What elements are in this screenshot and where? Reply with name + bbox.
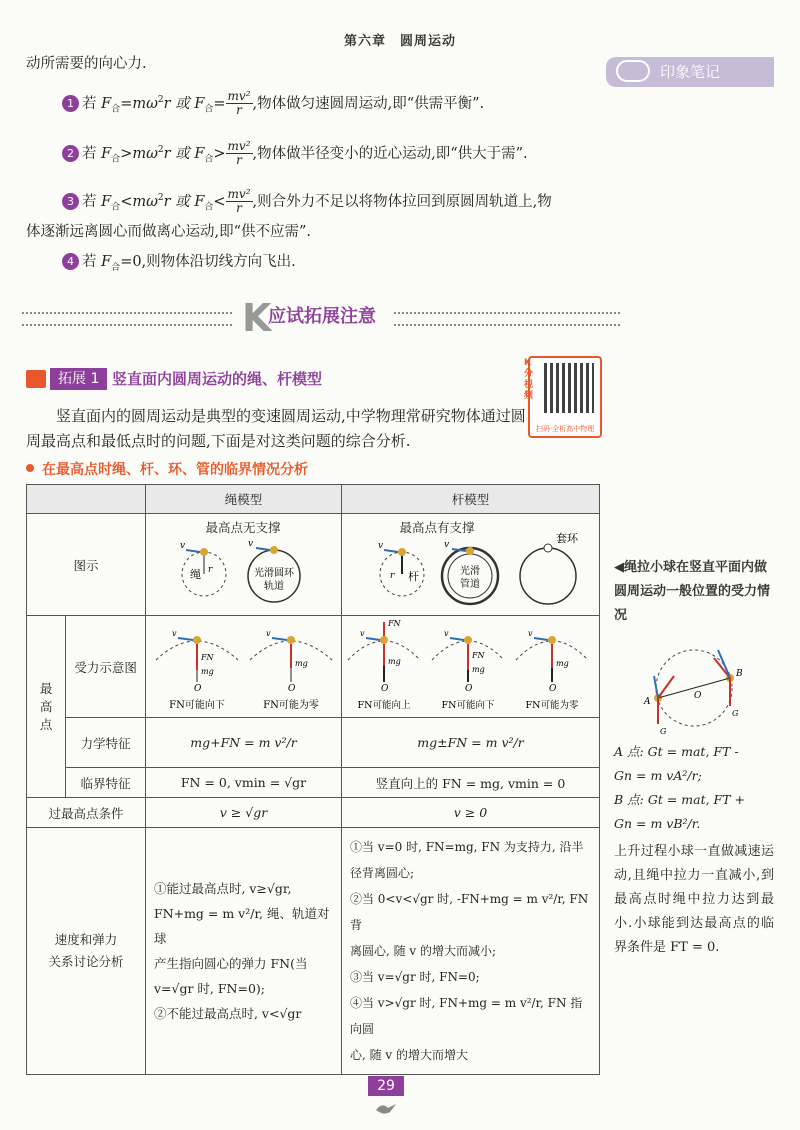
v-label: v: [179, 541, 186, 551]
radius-text: r 或: [163, 145, 195, 162]
numerator: mv²: [227, 139, 251, 154]
case-3-continued: 体逐渐远离圆心而做离心运动,即“供不应需”.: [26, 224, 312, 240]
sub-heading-text: 在最高点时绳、杆、环、管的临界情况分析: [42, 462, 308, 478]
velocity-arrow: [272, 638, 287, 640]
radius-text: r 或: [163, 95, 195, 112]
velocity-arrow: [186, 550, 200, 552]
rod-label: 杆: [407, 570, 419, 583]
rope-label: 绳: [189, 568, 201, 581]
mg-label: mg: [294, 659, 308, 668]
side-note: [614, 556, 774, 960]
case-2: [62, 138, 528, 172]
page-number: 29: [368, 1076, 404, 1096]
row-disc-label: 速度和弹力 关系讨论分析: [27, 828, 146, 1075]
force-caption-1: FN可能向下: [169, 700, 225, 711]
force-symbol: F: [101, 95, 112, 112]
denominator: r: [236, 103, 242, 118]
bullet-icon: [26, 464, 34, 472]
row-cond-label: 过最高点条件: [27, 798, 146, 828]
ball: [380, 636, 388, 644]
case-text: 若: [82, 95, 102, 112]
case-1: [62, 88, 484, 122]
qr-side-label: K分视频: [524, 358, 534, 401]
force-sub: 合: [111, 202, 121, 213]
rod-caption: 最高点有支撑: [399, 520, 475, 535]
rod-mech: mg±FN = m v²/r: [341, 718, 599, 768]
power: 2: [157, 145, 164, 155]
force-caption-2: FN可能为零: [263, 700, 319, 711]
denominator: r: [236, 201, 242, 216]
rod-force-diagrams: [342, 616, 599, 714]
rope-b: [694, 678, 730, 688]
book-icon: [26, 370, 46, 388]
notes-tab-label: 印象笔记: [660, 63, 721, 81]
rod-force-cell: [341, 616, 599, 718]
ball: [193, 636, 201, 644]
case-text: ,物体做匀速圆周运动,即“供需平衡”.: [252, 95, 485, 112]
o-label: O: [380, 684, 389, 694]
force-sub: 合: [111, 104, 121, 115]
sub-heading: [26, 459, 308, 479]
rope-force-cell: [145, 616, 341, 718]
rod-disc-line: 离圆心, 随 v 的增大而减小;: [349, 944, 497, 958]
case-3: [62, 186, 552, 220]
pipe-ball: [466, 547, 474, 555]
rope-crit: FN = 0, vmin = √gr: [145, 768, 341, 798]
qr-pattern: [544, 363, 594, 413]
intro-paragraph: 竖直面内的圆周运动是典型的变速圆周运动,中学物理常研究物体通过圆周最高点和最低点时的问题,下面是对这类问题的综合分析.: [26, 407, 526, 450]
v-label: v: [443, 540, 450, 550]
rope-diagrams: [146, 514, 341, 612]
ball: [464, 636, 472, 644]
rope-disc-line: FN+mg = m v²/r, 绳、轨道对球: [153, 906, 330, 946]
v-label: v: [247, 539, 254, 549]
track-label-1: 光滑圆环: [253, 568, 294, 579]
rod-disc-line: 径背离圆心;: [349, 866, 415, 880]
rod-disc-line: ②当 0<v<√gr 时, -FN+mg = m v²/r, FN 背: [349, 892, 589, 932]
chapter-header: 第六章 圆周运动: [343, 34, 456, 49]
side-heading: ◀绳拉小球在竖直平面内做圆周运动一般位置的受力情况: [614, 560, 771, 623]
case-number: 1: [62, 95, 79, 112]
extension-title: 竖直面内圆周运动的绳、杆模型: [112, 370, 323, 388]
r-label: r: [389, 571, 395, 581]
relation: <: [213, 193, 226, 210]
rod-diagrams: [342, 514, 599, 612]
rope-disc-line: ①能过最高点时, v≥√gr,: [153, 881, 292, 896]
ring-circle: [520, 548, 576, 604]
comparison-table: [26, 484, 600, 1062]
rope-disc-line: v=√gr 时, FN=0);: [153, 981, 266, 996]
divider-right: [394, 312, 620, 326]
banner-title: 应试拓展注意: [268, 306, 376, 327]
section-banner: [22, 296, 622, 340]
fn-label: FN: [200, 653, 214, 662]
case-text: =0,则物体沿切线方向飞出.: [120, 254, 296, 270]
relation: <mω: [120, 193, 158, 210]
side-eq-a1: A 点: Gt = mat, FT -: [614, 744, 739, 759]
mg-label: mg: [471, 665, 485, 674]
divider-left: [22, 312, 232, 326]
velocity-arrow: [384, 550, 398, 552]
force-sub: 合: [204, 202, 214, 213]
denominator: r: [236, 153, 242, 168]
track-ball: [270, 546, 278, 554]
velocity-arrow: [366, 638, 380, 640]
row-force-label: 受力示意图: [66, 616, 146, 718]
v-label: v: [527, 629, 533, 638]
force-symbol: F: [101, 145, 112, 162]
o-label: O: [548, 684, 557, 694]
force-sub: 合: [111, 262, 121, 273]
v-label: v: [359, 629, 365, 638]
side-paragraph: 上升过程小球一直做减速运动,且绳中拉力一直减小,到最高点时绳中拉力达到最小.小球能到达最高点的临界条件是 FT = 0.: [614, 844, 774, 955]
ball: [548, 636, 556, 644]
fraction: [226, 188, 253, 215]
b-label: B: [736, 669, 743, 679]
relation: >mω: [120, 145, 158, 162]
row-crit-label: 临界特征: [66, 768, 146, 798]
ring-label: 套环: [555, 532, 578, 545]
force-symbol: F: [194, 95, 205, 112]
g-label: G: [660, 727, 667, 736]
case-text: 若: [82, 193, 102, 210]
qr-code[interactable]: [524, 356, 602, 438]
rod-disc-line: ①当 v=0 时, FN=mg, FN 为支持力, 沿半: [349, 840, 584, 854]
power: 2: [157, 95, 164, 105]
row-top-label: [27, 616, 66, 798]
radius-text: r 或: [163, 193, 195, 210]
header-blank: [27, 485, 146, 514]
ring-bead: [544, 544, 552, 552]
case-text: ,则合外力不足以将物体拉回到原圆周轨道上,物: [252, 193, 552, 210]
case-4: [62, 250, 296, 280]
row-mech-label: 力学特征: [66, 718, 146, 768]
rod-crit: 竖直向上的 FN = mg, vmin = 0: [341, 768, 599, 798]
case-text: 若: [82, 254, 102, 270]
rope-mech: mg+FN = m v²/r: [145, 718, 341, 768]
rod-cond: v ≥ 0: [341, 798, 599, 828]
mg-label: mg: [555, 659, 569, 668]
side-eq-a2: Gn = m vA²/r;: [614, 768, 702, 783]
o-label: O: [193, 684, 202, 694]
force-symbol: F: [194, 145, 205, 162]
fn-label: FN: [387, 619, 401, 628]
rod-disc-line: ③当 v=√gr 时, FN=0;: [349, 970, 480, 984]
force-circle-figure: [614, 636, 764, 736]
fn-label: FN: [471, 651, 485, 660]
rope-disc-line: ②不能过最高点时, v<√gr: [153, 1006, 302, 1021]
rope-ball: [200, 548, 208, 556]
o-label: O: [464, 684, 473, 694]
k-logo: K: [242, 296, 272, 340]
rope-diagram-cell: [145, 514, 341, 616]
numerator: mv²: [227, 89, 251, 104]
rod-disc-line: 心, 随 v 的增大而增大: [349, 1048, 469, 1062]
case-number: 3: [62, 193, 79, 210]
track-label-2: 轨道: [263, 581, 284, 592]
rod-disc-line: ④当 v>√gr 时, FN+mg = m v²/r, FN 指向圆: [349, 996, 583, 1036]
force-sub: 合: [111, 154, 121, 165]
v-label: v: [171, 629, 177, 638]
case-number: 4: [62, 253, 79, 270]
extension-tag: 拓展 1: [50, 368, 107, 390]
force-caption-5: FN可能为零: [525, 700, 579, 711]
case-number: 2: [62, 145, 79, 162]
force-symbol: F: [101, 193, 112, 210]
force-caption-4: FN可能向下: [441, 700, 495, 711]
fraction: [226, 140, 253, 167]
v-label: v: [265, 629, 271, 638]
col-rope: 绳模型: [145, 485, 341, 514]
relation: >: [213, 145, 226, 162]
r-label: r: [207, 565, 213, 575]
rope-cond: v ≥ √gr: [145, 798, 341, 828]
force-sub: 合: [204, 104, 214, 115]
velocity-arrow: [534, 638, 548, 640]
rope-disc: [145, 828, 341, 1075]
fraction: [226, 90, 253, 117]
numerator: mv²: [227, 187, 251, 202]
side-eq-b2: Gn = m vB²/r.: [614, 816, 701, 831]
velocity-arrow: [256, 548, 270, 550]
force-symbol: F: [194, 193, 205, 210]
mg-label: mg: [387, 657, 401, 666]
relation: =mω: [120, 95, 158, 112]
v-label: v: [443, 629, 449, 638]
o-label: O: [287, 684, 296, 694]
force-sub: 合: [204, 154, 214, 165]
o-label: O: [694, 691, 702, 701]
velocity-arrow: [450, 638, 464, 640]
qr-caption: 扫码·全析高中物理: [535, 425, 595, 433]
row-top-text: 最高点: [39, 680, 53, 732]
rope-force-diagrams: [146, 616, 341, 714]
side-eq-b1: B 点: Gt = mat, FT +: [614, 792, 746, 807]
velocity-arrow: [178, 638, 193, 640]
mg-label: mg: [200, 667, 214, 676]
bird-icon: [374, 1100, 398, 1116]
rod-disc: [341, 828, 599, 1075]
relation: =: [213, 95, 226, 112]
ball: [287, 636, 295, 644]
case-text: 若: [82, 145, 102, 162]
force-caption-3: FN可能向上: [357, 700, 411, 711]
force-symbol: F: [101, 254, 112, 270]
rod-ball: [398, 548, 406, 556]
case-text: ,物体做半径变小的近心运动,即“供大于需”.: [252, 145, 528, 162]
pipe-label-2: 管道: [459, 579, 480, 590]
rod-diagram-cell: [341, 514, 599, 616]
pipe-label-1: 光滑: [459, 566, 480, 577]
rope-disc-line: 产生指向圆心的弹力 FN(当: [153, 956, 308, 971]
col-rod: 杆模型: [341, 485, 599, 514]
notes-tab: [606, 57, 774, 87]
intro-line: 动所需要的向心力.: [26, 56, 147, 72]
row-diagram-label: 图示: [27, 514, 146, 616]
a-label: A: [644, 697, 651, 707]
power: 2: [157, 193, 164, 203]
elephant-icon: [616, 60, 650, 82]
v-label: v: [377, 541, 384, 551]
g-label: G: [732, 709, 739, 718]
rope-caption: 最高点无支撑: [205, 520, 281, 535]
